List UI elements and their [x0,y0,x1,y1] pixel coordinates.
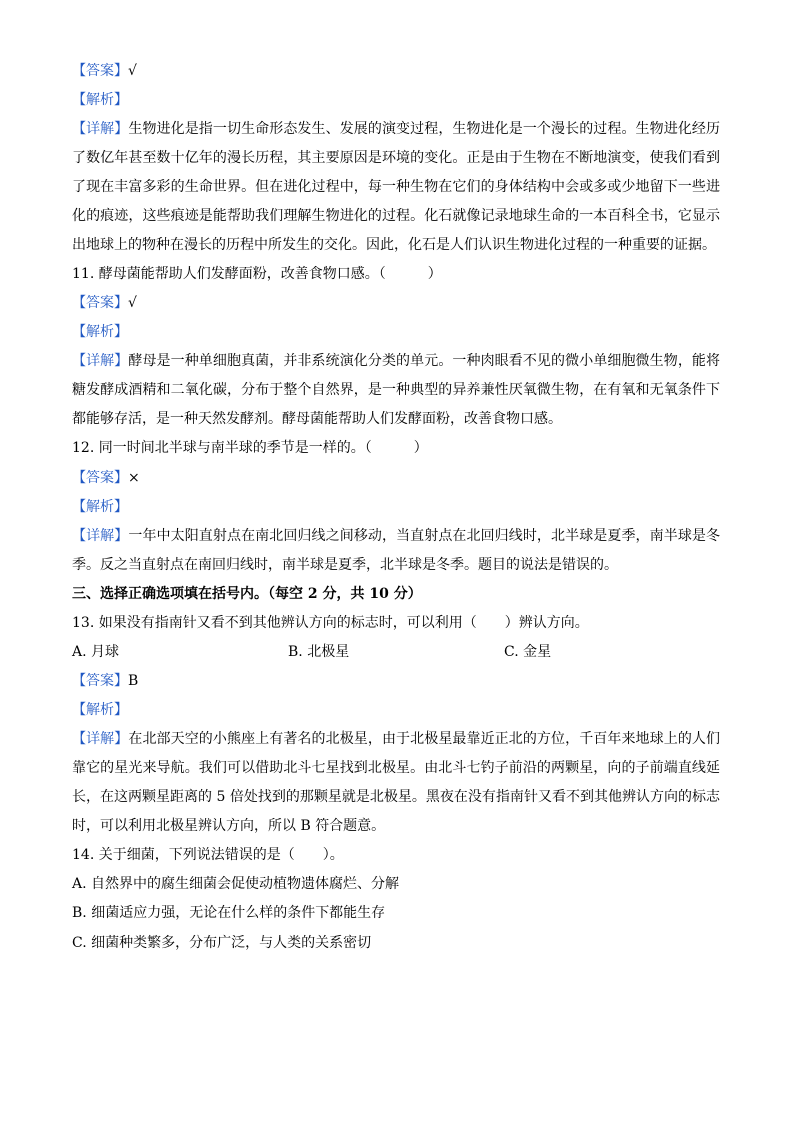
option-a: A. 月球 [72,643,120,660]
document-page [72,62,720,963]
option-a: A. 自然界中的腐生细菌会促使动植物遗体腐烂、分解 [72,876,400,893]
detail-tag: 【详解】 [72,353,129,370]
answer-value: √ [128,295,137,312]
answer-tag: 【答案】 [72,673,128,690]
detail-text: 在北部天空的小熊座上有著名的北极星，由于北极星最靠近正北的方位，千百年来地球上的人们靠它的星光来导航。我们可以借助北斗七星找到北极星。由北斗七钓子前沿的两颗星，向的子前端直线延长，在这两颗星距离的 5 倍处找到的那颗星就是北极星。黑夜在没有指南针又看不到其他辨认方向的标志时，可以利用北极星辨认方向，所以 B 符合题意。 [72,731,721,835]
option-b: B. 北极星 [288,643,350,660]
detail-paragraph [72,725,720,841]
answer-tag: 【答案】 [72,63,128,79]
section-heading: 三、选择正确选项填在括号内。（每空 2 分，共 10 分） [72,585,422,602]
detail-text: 生物进化是指一切生命形态发生、发展的演变过程，生物进化是一个漫长的过程。生物进化经历了数亿年甚至数十亿年的漫长历程，其主要原因是环境的变化。正是由于生物在不断地演变，使我们看到了现在丰富多彩的生命世界。但在进化过程中，每一种生物在它们的身体结构中会或多或少地留下一些进化的痕迹，这些痕迹是能帮助我们理解生物进化的过程。化石就像记录地球生命的一本百科全书，它显示出地球上的物种在漫长的历程中所发生的交化。因此，化石是人们认识生物进化过程的一种重要的证据。 [72,121,721,254]
detail-tag: 【详解】 [72,731,129,748]
option-b: B. 细菌适应力强，无论在什么样的条件下都能生存 [72,905,386,922]
detail-tag: 【详解】 [72,121,129,138]
detail-paragraph [72,522,720,580]
analysis-tag: 解析 [86,92,114,109]
option-c: C. 细菌种类繁多，分布广泛，与人类的关系密切 [72,934,372,951]
options-row [72,643,720,662]
analysis-tag: 解析 [86,324,114,341]
answer-value: × [128,469,140,486]
analysis-line: 【解析】 [72,324,128,341]
question-12: 12. 同一时间北半球与南半球的季节是一样的。（ ） [72,440,428,457]
analysis-tag: 解析 [86,702,114,719]
detail-tag: 【详解】 [72,527,129,544]
answer-value: B [128,673,139,690]
question-13: 13. 如果没有指南针又看不到其他辨认方向的标志时，可以利用（ ）辨认方向。 [72,614,589,631]
option-c: C. 金星 [504,643,552,660]
analysis-tag: 解析 [86,498,114,515]
answer-value: √ [128,63,137,79]
detail-paragraph [72,347,720,434]
detail-text: 一年中太阳直射点在南北回归线之间移动，当直射点在北回归线时，北半球是夏季，南半球是冬季。反之当直射点在南回归线时，南半球是夏季，北半球是冬季。题目的说法是错误的。 [72,527,721,573]
answer-line [72,469,720,488]
analysis-line: 【解析】 [72,498,128,515]
answer-line [72,672,720,691]
detail-paragraph [72,115,720,260]
question-11: 11. 酵母菌能帮助人们发酵面粉，改善食物口感。（ ） [72,266,442,283]
analysis-line: 【解析】 [72,702,128,719]
answer-line [72,294,720,313]
answer-line [72,62,720,81]
detail-text: 酵母是一种单细胞真菌，并非系统演化分类的单元。一种肉眼看不见的微小单细胞微生物，能将糖发酵成酒精和二氧化碳，分布于整个自然界，是一种典型的异养兼性厌氧微生物，在有氧和无氧条件下都能够存活，是一种天然发酵剂。酵母菌能帮助人们发酵面粉，改善食物口感。 [72,353,721,428]
analysis-line: 【解析】 [72,92,128,109]
answer-tag: 【答案】 [72,469,128,486]
question-14: 14. 关于细菌，下列说法错误的是（ ）。 [72,847,344,864]
answer-tag: 【答案】 [72,295,128,312]
